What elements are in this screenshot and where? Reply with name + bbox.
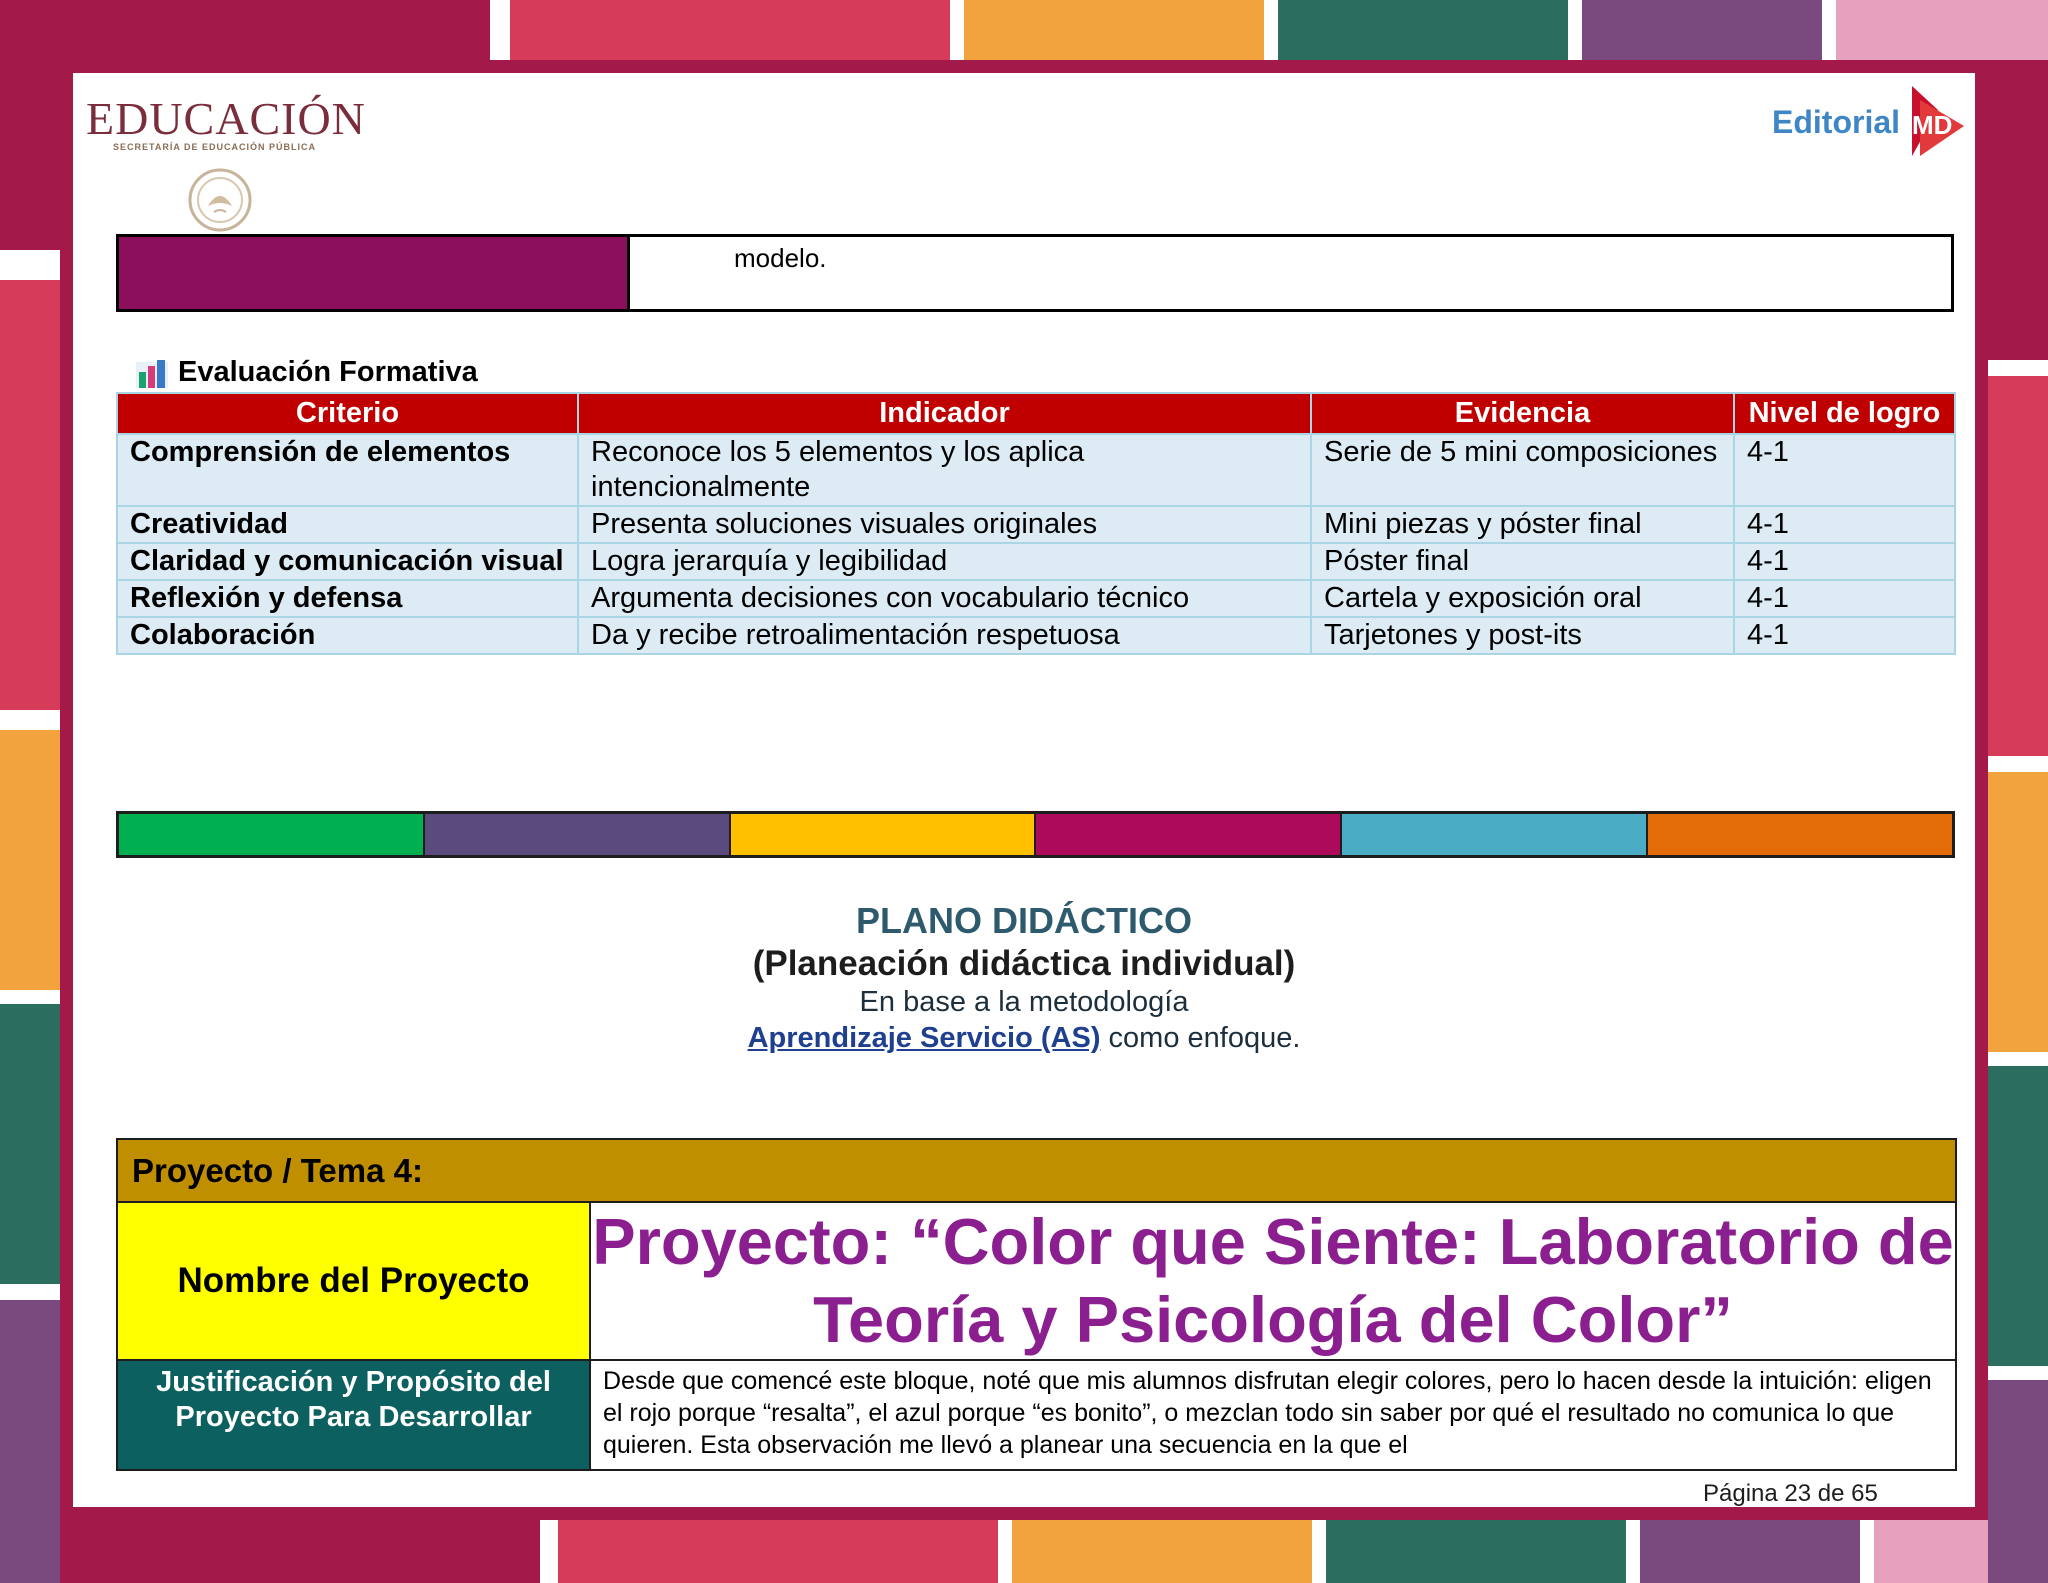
mexican-eagle-seal-icon	[180, 166, 260, 234]
evidence-cell: Cartela y exposición oral	[1311, 580, 1734, 617]
justification-row	[117, 1360, 1956, 1470]
evidence-cell: Serie de 5 mini composiciones	[1311, 434, 1734, 506]
criterion-cell: Creatividad	[117, 506, 578, 543]
methodology-link[interactable]: Aprendizaje Servicio (AS)	[747, 1022, 1101, 1054]
level-cell: 4-1	[1734, 543, 1955, 580]
column-header: Criterio	[117, 393, 578, 434]
justification-label: Justificación y Propósito del Proyecto Para Desarrollar	[117, 1360, 590, 1470]
plano-title: PLANO DIDÁCTICO	[856, 900, 1192, 941]
decorative-color-bar	[116, 811, 1955, 858]
evidence-cell: Póster final	[1311, 543, 1734, 580]
table-row	[117, 434, 1955, 506]
table-row	[117, 543, 1955, 580]
sep-logo-title: EDUCACIÓN	[86, 93, 366, 144]
project-header: Proyecto / Tema 4:	[117, 1139, 1956, 1202]
color-segment	[1342, 814, 1648, 855]
column-header: Evidencia	[1311, 393, 1734, 434]
evaluation-table	[116, 392, 1956, 655]
criterion-cell: Reflexión y defensa	[117, 580, 578, 617]
plano-subtitle: (Planeación didáctica individual)	[752, 944, 1296, 983]
level-cell: 4-1	[1734, 434, 1955, 506]
project-name-row	[117, 1202, 1956, 1360]
evaluation-heading-text: Evaluación Formativa	[178, 356, 478, 388]
criterion-cell: Colaboración	[117, 617, 578, 654]
project-header-row	[117, 1139, 1956, 1202]
indicator-cell: Da y recibe retroalimentación respetuosa	[578, 617, 1311, 654]
table-row	[117, 580, 1955, 617]
evidence-cell: Tarjetones y post-its	[1311, 617, 1734, 654]
plano-line-1: En base a la metodología	[859, 986, 1189, 1018]
indicator-cell: Presenta soluciones visuales originales	[578, 506, 1311, 543]
top-box	[116, 234, 1954, 312]
evaluation-header-row	[117, 393, 1955, 434]
evidence-cell: Mini piezas y póster final	[1311, 506, 1734, 543]
table-row	[117, 617, 1955, 654]
bar-chart-icon	[136, 358, 168, 388]
column-header: Indicador	[578, 393, 1311, 434]
editorial-logo-text: Editorial	[1772, 104, 1901, 140]
indicator-cell: Argumenta decisiones con vocabulario técnico	[578, 580, 1311, 617]
indicator-cell: Reconoce los 5 elementos y los aplica intencionalmente	[578, 434, 1311, 506]
project-table	[116, 1138, 1957, 1471]
plano-line-2-suffix: como enfoque.	[1100, 1022, 1301, 1054]
top-box-color-cell	[119, 237, 630, 309]
color-segment	[119, 814, 425, 855]
color-segment	[1648, 814, 1952, 855]
justification-text: Desde que comencé este bloque, noté que mis alumnos disfrutan elegir colores, pero lo hacen desde la intuición: eligen el rojo porque “resalta”, el azul porque “es bonito”, o mezclan todo sin saber por qué el resultado no comunica lo que quieren. Esta observación me llevó a planear una secuencia en la que el	[590, 1360, 1956, 1470]
svg-text:MD: MD	[1912, 110, 1953, 140]
top-box-text: modelo.	[734, 243, 827, 273]
md-logo-icon	[1898, 80, 1966, 158]
top-box-text-cell	[630, 237, 1951, 309]
level-cell: 4-1	[1734, 506, 1955, 543]
criterion-cell: Comprensión de elementos	[117, 434, 578, 506]
level-cell: 4-1	[1734, 580, 1955, 617]
color-segment	[731, 814, 1037, 855]
project-name-label: Nombre del Proyecto	[117, 1202, 590, 1360]
indicator-cell: Logra jerarquía y legibilidad	[578, 543, 1311, 580]
color-segment	[425, 814, 731, 855]
project-name: Proyecto: “Color que Siente: Laboratorio de Teoría y Psicología del Color”	[590, 1202, 1956, 1360]
column-header: Nivel de logro	[1734, 393, 1955, 434]
sep-logo-subtitle: SECRETARÍA DE EDUCACIÓN PÚBLICA	[113, 142, 317, 152]
level-cell: 4-1	[1734, 617, 1955, 654]
evaluation-heading	[136, 356, 478, 389]
color-segment	[1036, 814, 1342, 855]
table-row	[117, 506, 1955, 543]
plano-line-2	[0, 1022, 2048, 1055]
page-number: Página 23 de 65	[1703, 1480, 1878, 1507]
criterion-cell: Claridad y comunicación visual	[117, 543, 578, 580]
